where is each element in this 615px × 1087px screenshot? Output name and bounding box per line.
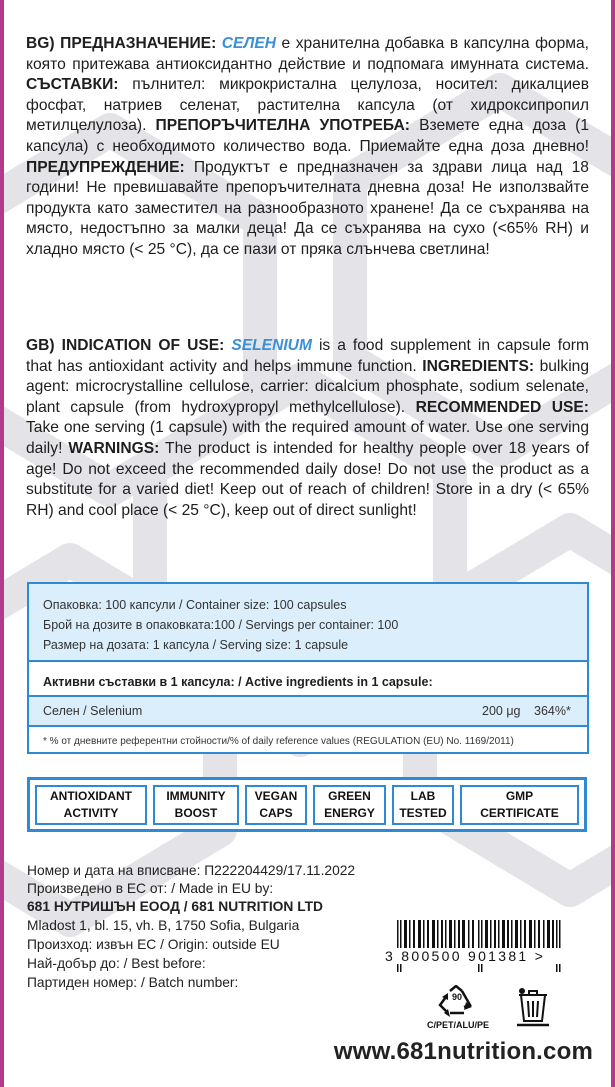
gb-tag: GB) (26, 337, 55, 354)
registration-number: Номер и дата на вписване: П222204429/17.11.2022 (27, 863, 356, 878)
reference-footnote: * % от дневните референтни стойности/% of daily reference values (REGULATION (EU) No. 1169/2011) (43, 736, 514, 747)
gb-warning-text: The product is intended for healthy people over 18 years of age! Do not exceed the recommended daily dose! Do not use the product as a substitute for a varied diet! Keep out of reach of children! Store in a dry (< 65% RH) and cool place (< 25 °C), keep out of direct sunlight! (26, 439, 589, 519)
gb-usage-heading: RECOMMENDED USE: (415, 398, 589, 416)
badge-line: CERTIFICATE (480, 806, 559, 820)
bulgarian-description (26, 34, 589, 261)
gb-ingredients-text: bulking agent: microcrystalline cellulose, carrier: dicalcium phosphate, sodium selenate, plant capsule (from hydroxypropyl methylcellulose). (26, 357, 590, 416)
nutrition-table (27, 582, 589, 754)
feature-badges (27, 777, 587, 832)
badge-immunity (153, 785, 239, 825)
bg-warning-text: Продуктът е предназначен за здрави лица над 18 години! Не превишавайте препоръчителната дневна доза! Не използвайте продукта като заместител на разнообразното хранене! Да се съхранява на място, недостъпно за малки деца! Да се съхранява на сухо (<65% RH) и хладно място (< 25 °C), да се пази от пряка слънчева светлина! (26, 158, 589, 258)
badge-line: VEGAN (254, 789, 298, 803)
ingredient-percent: 364%* (534, 704, 571, 718)
recycle-number: 90 (451, 992, 462, 1002)
badge-lab-tested (392, 785, 454, 825)
badge-line: BOOST (174, 806, 218, 820)
barcode-digits: 3 800500 901381 > (385, 948, 585, 964)
website-url[interactable]: www.681nutrition.com (333, 1038, 593, 1065)
gb-usage-text: Take one serving (1 capsule) with the required amount of water. Use one serving daily! (26, 419, 589, 457)
gb-product-name: SELENIUM (231, 337, 312, 354)
badge-line: TESTED (399, 806, 447, 820)
badge-line: ACTIVITY (63, 806, 119, 820)
recycle-label: C/PET/ALU/PE (427, 1020, 490, 1030)
bg-usage-heading: ПРЕПОРЪЧИТЕЛНА УПОТРЕБА: (155, 117, 410, 135)
badge-line: IMMUNITY (166, 789, 226, 803)
english-description (26, 336, 589, 521)
gb-ingredients-heading: INGREDIENTS: (422, 357, 535, 375)
recycle-icon (436, 985, 476, 1019)
badge-line: LAB (410, 789, 436, 803)
gb-purpose-text: is a food supplement in capsule form that has antioxidant activity and helps immune function. (26, 337, 589, 375)
ingredient-name: Селен / Selenium (43, 704, 143, 718)
table-row (29, 697, 587, 725)
barcode (385, 920, 585, 972)
table-divider (29, 660, 587, 662)
package-info-block (29, 584, 587, 660)
badge-line: ANTIOXIDANT (50, 789, 132, 803)
badge-line: CAPS (259, 806, 293, 820)
manufacturer: 681 НУТРИШЪН ЕООД / 681 NUTRITION LTD (27, 899, 324, 914)
active-ingredients-title: Активни съставки в 1 капсула: / Active ingredients in 1 capsule: (43, 675, 433, 689)
made-in: Произведено в ЕС от: / Made in EU by: (27, 881, 274, 896)
manufacturer-address: Mladost 1, bl. 15, vh. B, 1750 Sofia, Bulgaria (27, 918, 300, 933)
trash-bin-icon (513, 985, 553, 1027)
badge-gmp (460, 785, 579, 825)
badge-green-energy (313, 785, 386, 825)
badge-line: ENERGY (324, 806, 375, 820)
badge-line: GREEN (328, 789, 371, 803)
container-size: Опаковка: 100 капсули / Container size: 100 capsules (43, 598, 347, 612)
bg-purpose-heading: ПРЕДНАЗНАЧЕНИЕ: (60, 35, 217, 52)
table-divider (29, 725, 587, 727)
servings-per-container: Брой на дозите в опаковката:100 / Servings per container: 100 (43, 618, 399, 632)
bg-usage-text: Вземете една доза (1 капсула) с необходимото количество вода. Приемайте една доза дневно! (26, 117, 589, 155)
origin: Произход: извън ЕС / Origin: outside EU (27, 937, 280, 952)
ingredient-amount: 200 μg (482, 704, 521, 718)
gb-purpose-heading: INDICATION OF USE: (61, 337, 225, 354)
badge-vegan (245, 785, 307, 825)
batch-number: Партиден номер: / Batch number: (27, 975, 239, 990)
bg-ingredients-heading: СЪСТАВКИ: (26, 76, 119, 94)
bg-product-name: СЕЛЕН (221, 35, 277, 52)
bg-ingredients-text: пълнител: микрокристална целулоза, носител: дикалциев фосфат, натриев селенат, растителна капсула (от хидроксипропил метилцелулоза). (26, 76, 589, 135)
badge-line: GMP (505, 789, 534, 803)
gb-warning-heading: WARNINGS: (68, 439, 160, 457)
badge-antioxidant (35, 785, 147, 825)
bg-purpose-text: е хранителна добавка в капсулна форма, която притежава антиоксидантно действие и подпомага имунната система. (26, 35, 589, 73)
serving-size: Размер на дозата: 1 капсула / Serving size: 1 capsule (43, 638, 349, 652)
best-before: Най-добър до: / Best before: (27, 956, 206, 971)
bg-tag: BG) (26, 35, 55, 52)
bg-warning-heading: ПРЕДУПРЕЖДЕНИЕ: (26, 158, 185, 176)
